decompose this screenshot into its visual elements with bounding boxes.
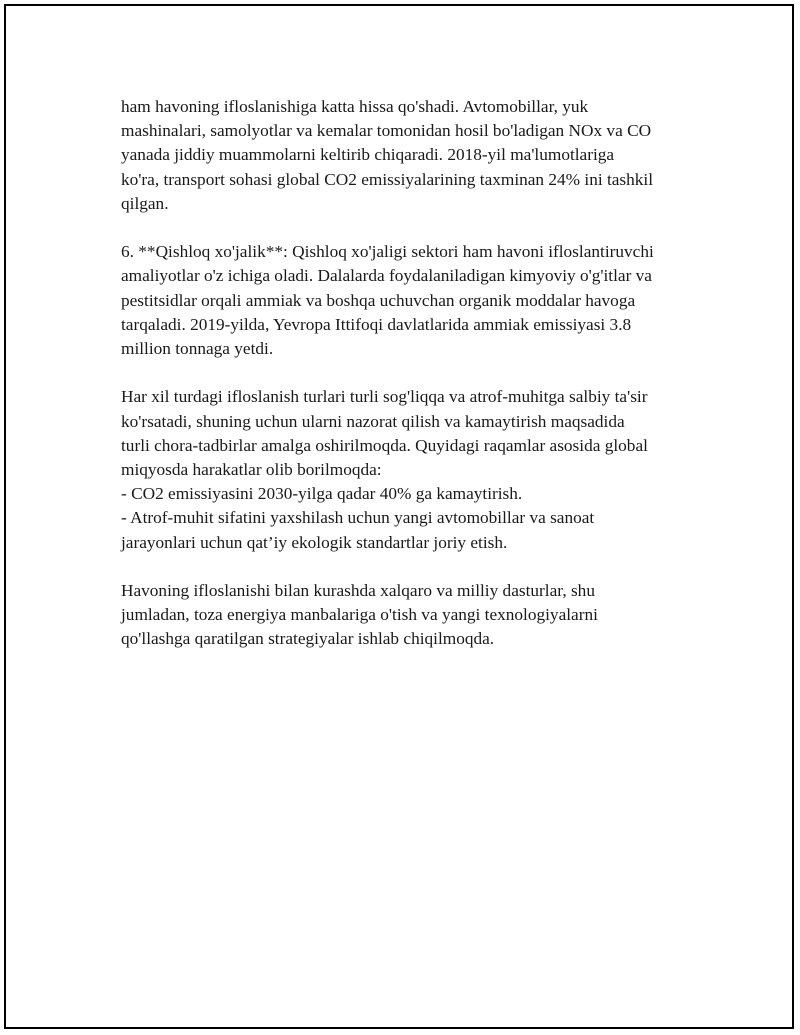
text-line: million tonnaga yetdi. — [121, 339, 274, 359]
text-line: miqyosda harakatlar olib borilmoqda: — [121, 460, 382, 480]
text-line: qilgan. — [121, 193, 169, 213]
text-line: ham havoning ifloslanishiga katta hissa qo'shadi. Avtomobillar, yuk — [121, 97, 589, 116]
text-line: jarayonlari uchun qat’iy ekologik standartlar joriy etish. — [121, 532, 508, 552]
text-line: tarqaladi. 2019-yilda, Yevropa Ittifoqi davlatlarida ammiak emissiyasi 3.8 — [121, 314, 632, 334]
text-line: yanada jiddiy muammolarni keltirib chiqaradi. 2018-yil ma'lumotlariga — [121, 145, 615, 165]
list-item-text: - Atrof-muhit sifatini yaxshilash uchun yangi avtomobillar va sanoat — [121, 508, 595, 528]
text-line: ko'ra, transport sohasi global CO2 emissiyalarining taxminan 24% ini tashkil — [121, 169, 654, 189]
paragraph-agriculture — [121, 240, 696, 361]
text-line: ko'rsatadi, shuning uchun ularni nazorat qilish va kamaytirish maqsadida — [121, 411, 625, 431]
text-line: amaliyotlar o'z ichiga oladi. Dalalarda foydalaniladigan kimyoviy o'g'itlar va — [121, 266, 652, 286]
paragraph-transport — [121, 95, 696, 216]
paragraph-conclusion — [121, 579, 696, 652]
document-page — [4, 4, 794, 1029]
text-line: jumladan, toza energiya manbalariga o'tish va yangi texnologiyalarni — [121, 605, 598, 625]
text-line: mashinalari, samolyotlar va kemalar tomonidan hosil bo'ladigan NOx va CO — [121, 121, 652, 141]
text-line: Har xil turdagi ifloslanish turlari turli sog'liqqa va atrof-muhitga salbiy ta'sir — [121, 387, 648, 407]
document-body — [121, 95, 696, 676]
text-line: qo'llashga qaratilgan strategiyalar ishlab chiqilmoqda. — [121, 629, 495, 649]
text-line: 6. **Qishloq xo'jalik**: Qishloq xo'jaligi sektori ham havoni ifloslantiruvchi — [121, 242, 654, 262]
paragraph-measures — [121, 385, 696, 554]
text-line: Havoning ifloslanishi bilan kurashda xalqaro va milliy dasturlar, shu — [121, 581, 595, 601]
text-line: turli chora-tadbirlar amalga oshirilmoqda. Quyidagi raqamlar asosida global — [121, 435, 648, 455]
list-item-text: - CO2 emissiyasini 2030-yilga qadar 40% ga kamaytirish. — [121, 484, 523, 504]
text-line: pestitsidlar orqali ammiak va boshqa uchuvchan organik moddalar havoga — [121, 290, 636, 310]
